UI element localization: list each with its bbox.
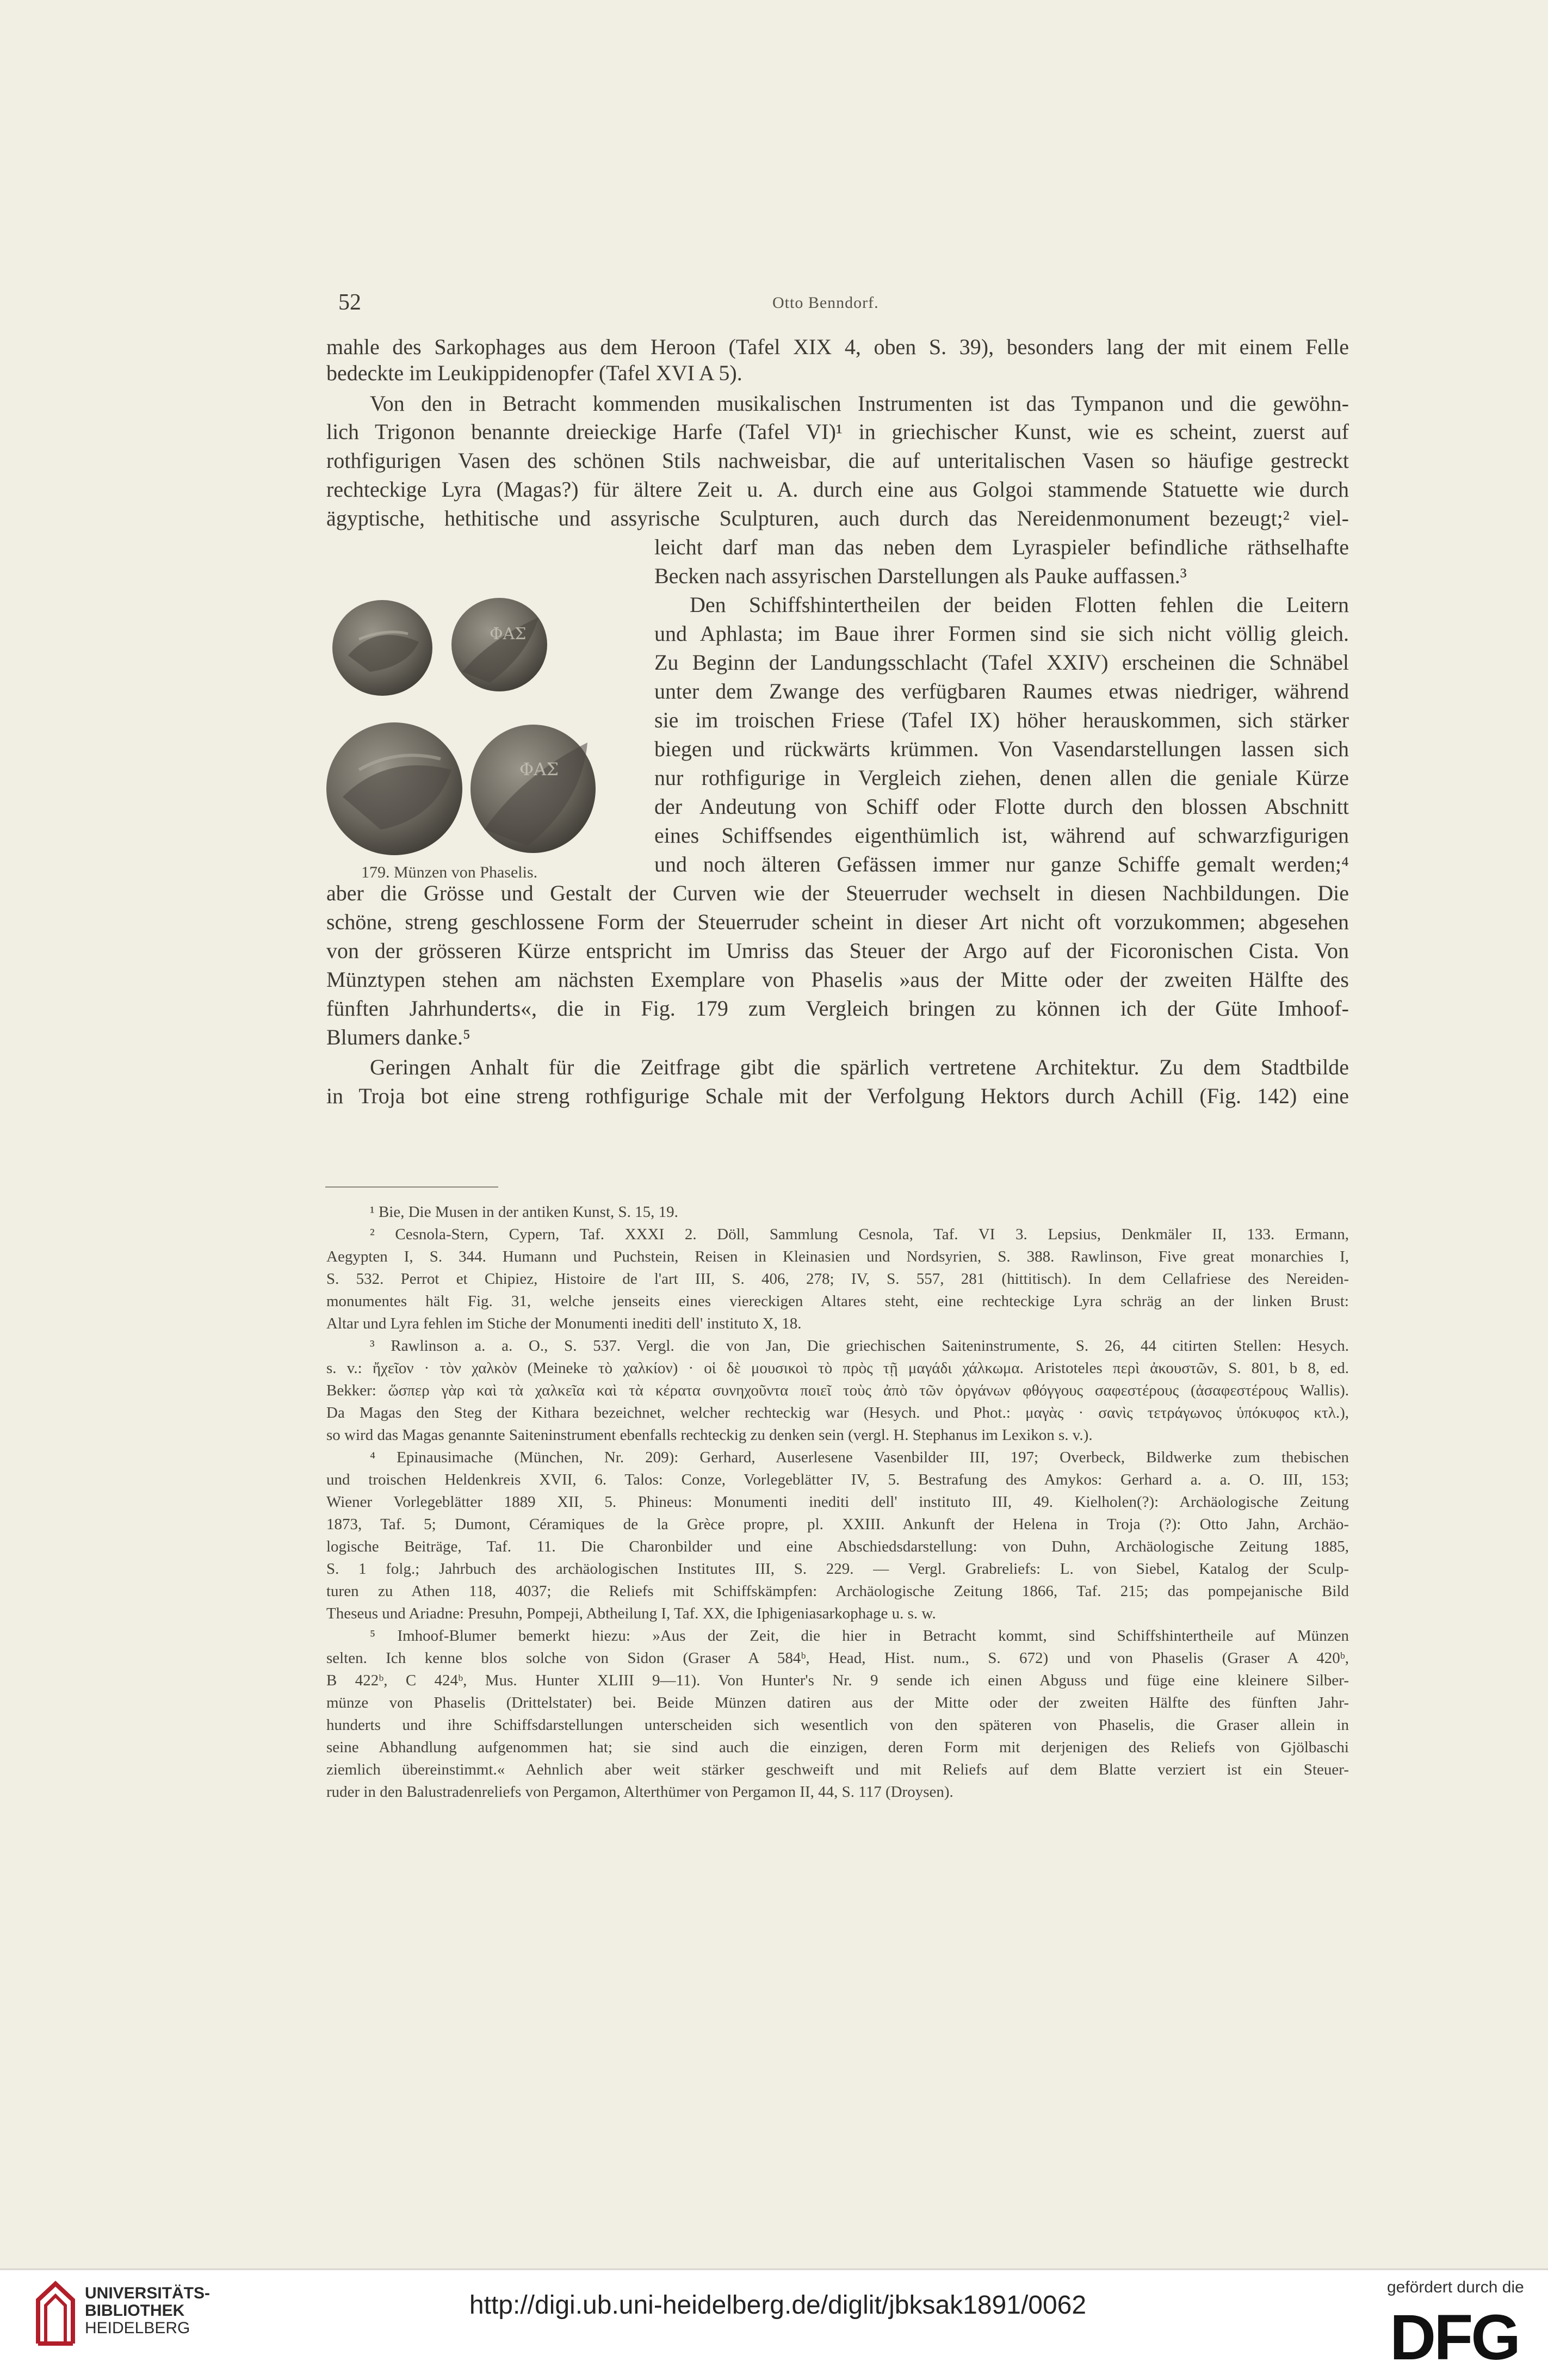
text-line: in Troja bot eine streng rothfigurige Schale mit der Verfolgung Hektors durch Achill (Fig. 142) eine [326, 1084, 1349, 1108]
footnote-line: 1873, Taf. 5; Dumont, Céramiques de la Grèce propre, pl. XXIII. Ankunft der Helena in Troja (?): Otto Jahn, Archäo- [326, 1516, 1349, 1533]
text-line: sie im troischen Friese (Tafel IX) höher herauskommen, sich stärker [654, 708, 1349, 732]
text-line: biegen und rückwärts krümmen. Von Vasendarstellungen lassen sich [654, 737, 1349, 761]
text-line: lich Trigonon benannte dreieckige Harfe (Tafel VI)¹ in griechischer Kunst, wie es scheint, zuerst auf [326, 419, 1349, 444]
footnote-divider [325, 1186, 498, 1188]
text-line: und Aphlasta; im Baue ihrer Formen sind sie sich nicht völlig gleich. [654, 621, 1349, 646]
footnote-line: logische Beiträge, Taf. 11. Die Charonbilder und eine Abschiedsdarstellung: von Duhn, Archäologische Zeitung 1885, [326, 1538, 1349, 1555]
library-name-line: UNIVERSITÄTS- [85, 2284, 210, 2302]
text-line: und noch älteren Gefässen immer nur ganze Schiffe gemalt werden;⁴ [654, 852, 1349, 876]
page-number: 52 [338, 290, 361, 315]
text-line: eines Schiffsendes eigenthümlich ist, während auf schwarzfigurigen [654, 823, 1349, 848]
footnote-line: ziemlich übereinstimmt.« Aehnlich aber weit stärker geschweift und mit Reliefs auf dem Blatte verziert ist ein Steuer- [326, 1761, 1349, 1778]
footnote-line: hunderts und ihre Schiffsdarstellungen unterscheiden sich wesentlich von den späteren von Phaselis, die Graser allein in [326, 1716, 1349, 1734]
library-name [85, 2285, 210, 2337]
figure-coins-of-phaselis [326, 590, 620, 889]
coin-inscription: ΦΑΣ [519, 759, 559, 780]
footnote-line: turen zu Athen 118, 4037; die Reliefs mit Schiffskämpfen: Archäologische Zeitung 1866, Taf. 215; das pompejanische Bild [326, 1582, 1349, 1600]
text-line: Von den in Betracht kommenden musikalischen Instrumenten ist das Tympanon und die gewöhn- [370, 391, 1349, 416]
footnote-line: seine Abhandlung aufgenommen hat; sie sind auch die einzigen, deren Form mit derjenigen des Reliefs von Gjölbaschi [326, 1739, 1349, 1756]
text-line: rothfigurigen Vasen des schönen Stils nachweisbar, die auf unteritalischen Vasen so häufige gestreckt [326, 448, 1349, 473]
footnote-line: Aegypten I, S. 344. Humann und Puchstein, Reisen in Kleinasien und Nordsyrien, S. 388. Rawlinson, Five great monarchies I, [326, 1248, 1349, 1265]
text-line: Becken nach assyrischen Darstellungen als Pauke auffassen.³ [654, 564, 1187, 588]
text-line: Münztypen stehen am nächsten Exemplare von Phaselis »aus der Mitte oder der zweiten Hälfte des [326, 967, 1349, 992]
library-name-line: BIBLIOTHEK [85, 2302, 185, 2320]
text-line: mahle des Sarkophages aus dem Heroon (Tafel XIX 4, oben S. 39), besonders lang der mit einem Felle [326, 335, 1349, 359]
text-line: Den Schiffshintertheilen der beiden Flotten fehlen die Leitern [690, 592, 1349, 617]
text-line: rechteckige Lyra (Magas?) für ältere Zeit u. A. durch eine aus Golgoi stammende Statuette wie durch [326, 477, 1349, 502]
footnote-line: Da Magas den Steg der Kithara bezeichnet, welcher rechteckig war (Hesych. und Phot.: μαγὰς · σανὶς τετράγωνος ὑπόκυφος κτλ.), [326, 1404, 1349, 1421]
text-line: der Andeutung von Schiff oder Flotte durch den blossen Abschnitt [654, 794, 1349, 819]
coin-top-left [332, 600, 432, 696]
footnote-line: s. v.: ἤχεῖον · τὸν χαλκὸν (Meineke τὸ χαλκίον) · οἱ δὲ μουσικοὶ τὸ πρὸς τῇ μαγάδι χάλκωμα. Aristoteles περὶ ἀκουστῶν, S. 801, b 8, ed. [326, 1359, 1349, 1377]
footnote-line: ² Cesnola-Stern, Cypern, Taf. XXXI 2. Döll, Sammlung Cesnola, Taf. VI 3. Lepsius, Denkmäler II, 133. Ermann, [370, 1226, 1349, 1243]
footnote-line: Bekker: ὥσπερ γὰρ καὶ τὰ χαλκεῖα καὶ τὰ κέρατα συνηχοῦντα ποιεῖ τοὺς ἀπὸ τῶν ὀργάνων φθόγγους σαφεστέρους (ἀσαφεστέρους Wallis). [326, 1382, 1349, 1399]
library-name-line: HEIDELBERG [85, 2319, 190, 2337]
footnote-line: S. 532. Perrot et Chipiez, Histoire de l'art III, S. 406, 278; IV, S. 557, 281 (hittitisch). In dem Cellafriese des Nereiden- [326, 1270, 1349, 1288]
text-line: bedeckte im Leukippidenopfer (Tafel XVI A 5). [326, 361, 742, 385]
text-line: Blumers danke.⁵ [326, 1025, 470, 1049]
permalink-url[interactable]: http://digi.ub.uni-heidelberg.de/diglit/jbksak1891/0062 [469, 2291, 1087, 2320]
footnote-line: Theseus und Ariadne: Presuhn, Pompeji, Abtheilung I, Taf. XX, die Iphigeniasarkophage u. s. w. [326, 1605, 936, 1622]
footnote-line: ruder in den Balustradenreliefs von Pergamon, Alterthümer von Pergamon II, 44, S. 117 (Droysen). [326, 1783, 953, 1801]
text-line: leicht darf man das neben dem Lyraspieler befindliche räthselhafte [654, 535, 1349, 559]
funding-label: gefördert durch die [1387, 2278, 1524, 2296]
footnote-line: ¹ Bie, Die Musen in der antiken Kunst, S. 15, 19. [370, 1203, 678, 1221]
text-line: unter dem Zwange des verfügbaren Raumes etwas niedriger, während [654, 679, 1349, 703]
coin-bottom-left [326, 722, 462, 855]
footnote-line: monumentes hält Fig. 31, welche jenseits eines viereckigen Altares steht, eine rechteckige Lyra schräg an der linken Brust: [326, 1293, 1349, 1310]
footnote-line: selten. Ich kenne blos solche von Sidon (Graser A 584ᵇ, Head, Hist. num., S. 672) und von Phaselis (Graser A 420ᵇ, [326, 1649, 1349, 1667]
text-line: schöne, streng geschlossene Form der Steuerruder scheint in dieser Art nicht oft vorzukommen; abgesehen [326, 910, 1349, 934]
footnote-line: münze von Phaselis (Drittelstater) bei. Beide Münzen datiren aus der Mitte oder der zweiten Hälfte des fünften Jahr- [326, 1694, 1349, 1711]
coin-inscription: ΦΑΣ [490, 625, 527, 644]
footnote-line: S. 1 folg.; Jahrbuch des archäologischen Institutes III, S. 229. — Vergl. Grabreliefs: L. von Siebel, Katalog der Sculp- [326, 1560, 1349, 1578]
footnote-line: ⁵ Imhoof-Blumer bemerkt hiezu: »Aus der Zeit, die hier in Betracht kommt, sind Schiffshintertheile auf Münzen [370, 1627, 1349, 1645]
text-line: Geringen Anhalt für die Zeitfrage gibt die spärlich vertretene Architektur. Zu dem Stadtbilde [370, 1055, 1349, 1079]
dfg-logo: DFG [1390, 2302, 1519, 2373]
figure-caption: 179. Münzen von Phaselis. [361, 863, 538, 881]
footnote-line: Wiener Vorlegeblätter 1889 XII, 5. Phineus: Monumenti inediti dell' instituto III, 49. Kielholen(?): Archäologische Zeitung [326, 1493, 1349, 1511]
footnote-line: ⁴ Epinausimache (München, Nr. 209): Gerhard, Auserlesene Vasenbilder III, 197; Overbeck, Bildwerke zum thebischen [370, 1449, 1349, 1466]
text-line: fünften Jahrhunderts«, die in Fig. 179 zum Vergleich bringen zu können ich der Güte Imhoof- [326, 996, 1349, 1021]
text-line: von der grösseren Kürze entspricht im Umriss das Steuer der Argo auf der Ficoronischen Cista. Von [326, 938, 1349, 963]
footnote-line: B 422ᵇ, C 424ᵇ, Mus. Hunter XLIII 9—11). Von Hunter's Nr. 9 sende ich einen Abguss und füge eine kleinere Silber- [326, 1672, 1349, 1689]
text-line: Zu Beginn der Landungsschlacht (Tafel XXIV) erscheinen die Schnäbel [654, 650, 1349, 675]
footnote-line: so wird das Magas genannte Saiteninstrument ebenfalls rechteckig zu denken sein (vergl. H. Stephanus im Lexikon s. v.). [326, 1426, 1093, 1444]
coin-top-right [451, 598, 547, 691]
text-line: aber die Grösse und Gestalt der Curven wie der Steuerruder wechselt in diesen Nachbildungen. Die [326, 881, 1349, 905]
text-line: ägyptische, hethitische und assyrische Sculpturen, auch durch das Nereidenmonument bezeugt;² viel- [326, 506, 1349, 530]
footnote-line: Altar und Lyra fehlen im Stiche der Monumenti inediti dell' instituto X, 18. [326, 1315, 802, 1332]
university-library-logo [33, 2278, 78, 2349]
coin-bottom-right [470, 725, 596, 853]
running-head-author: Otto Benndorf. [772, 294, 879, 312]
footnote-line: ³ Rawlinson a. a. O., S. 537. Vergl. die von Jan, Die griechischen Saiteninstrumente, S. 26, 44 citirten Stellen: Hesych. [370, 1337, 1349, 1355]
digitization-footer [0, 2268, 1548, 2380]
text-line: nur rothfigurige in Vergleich ziehen, denen allen die geniale Kürze [654, 765, 1349, 790]
footnote-line: und troischen Heldenkreis XVII, 6. Talos: Conze, Vorlegeblätter IV, 5. Bestrafung des Amykos: Gerhard a. a. O. III, 153; [326, 1471, 1349, 1488]
